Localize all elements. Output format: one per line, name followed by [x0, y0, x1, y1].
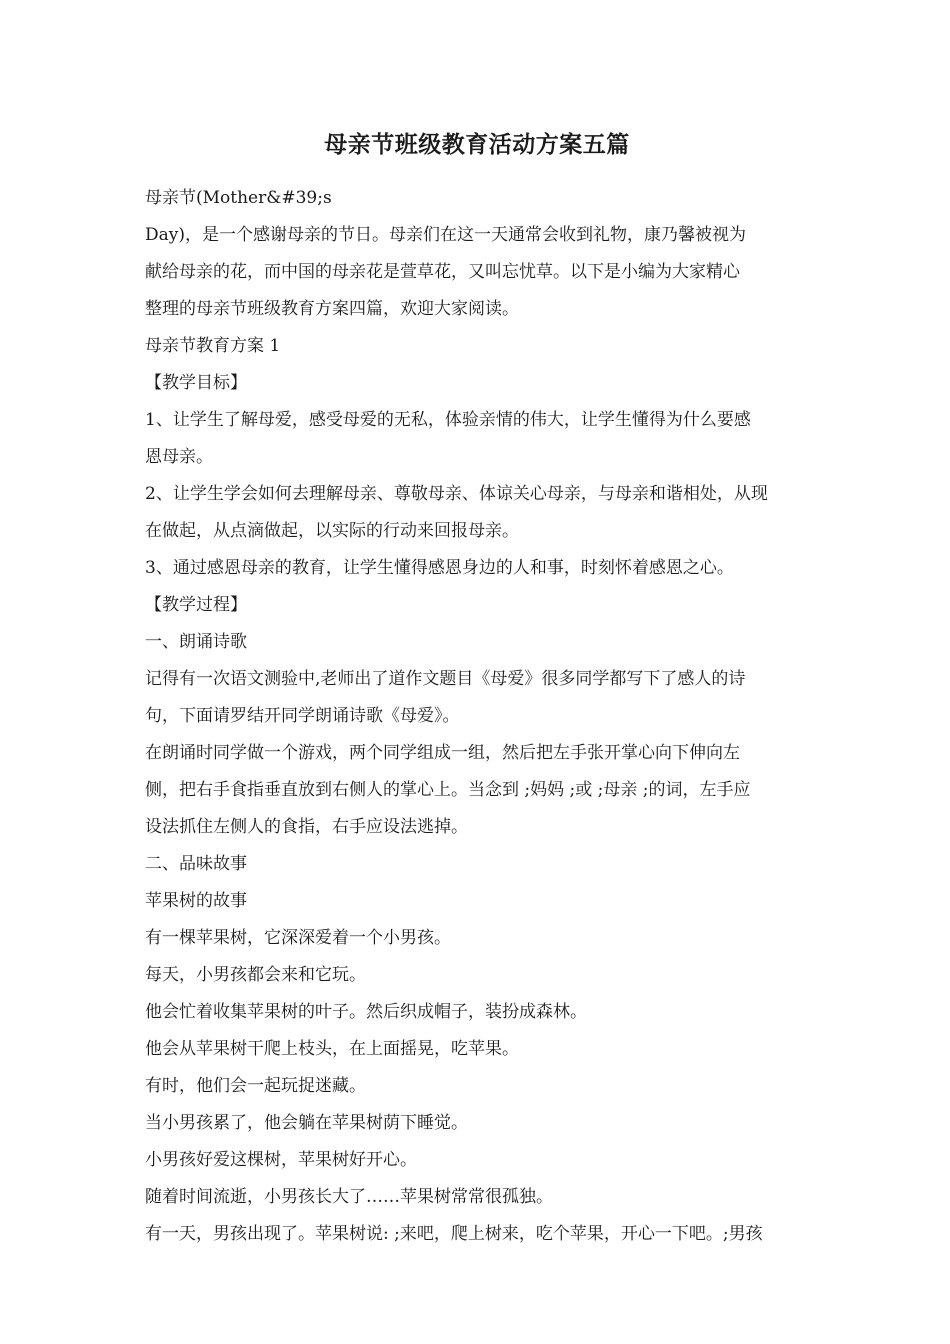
text-line: 他会从苹果树干爬上枝头，在上面摇晃，吃苹果。 — [145, 1039, 519, 1059]
document-title: 母亲节班级教育活动方案五篇 — [324, 131, 630, 158]
document-page — [145, 128, 809, 1253]
text-line: 2、让学生学会如何去理解母亲、尊敬母亲、体谅关心母亲，与母亲和谐相处，从现 — [145, 484, 768, 504]
text-line: 母亲节(Mother&#39;s — [145, 188, 332, 208]
text-line: 记得有一次语文测验中,老师出了道作文题目《母爱》很多同学都写下了感人的诗 — [145, 669, 746, 689]
text-line: 整理的母亲节班级教育方案四篇，欢迎大家阅读。 — [145, 299, 519, 319]
section-heading: 【教学过程】 — [145, 595, 247, 615]
text-line: 设法抓住左侧人的食指，右手应设法逃掉。 — [145, 817, 468, 837]
text-line: 有一天，男孩出现了。苹果树说: ;来吧，爬上树来，吃个苹果，开心一下吧。;男孩 — [145, 1224, 763, 1244]
text-line: 随着时间流逝，小男孩长大了……苹果树常常很孤独。 — [145, 1187, 553, 1207]
story-title: 苹果树的故事 — [145, 891, 247, 911]
text-line: 3、通过感恩母亲的教育，让学生懂得感恩身边的人和事，时刻怀着感恩之心。 — [145, 558, 734, 578]
text-line: 在朗诵时同学做一个游戏，两个同学组成一组，然后把左手张开掌心向下伸向左 — [145, 743, 740, 763]
text-line: 他会忙着收集苹果树的叶子。然后织成帽子，装扮成森林。 — [145, 1002, 587, 1022]
section-heading: 【教学目标】 — [145, 373, 247, 393]
text-line: 侧，把右手食指垂直放到右侧人的掌心上。当念到 ;妈妈 ;或 ;母亲 ;的词，左手应 — [145, 780, 751, 800]
text-line: 献给母亲的花，而中国的母亲花是萱草花，又叫忘忧草。以下是小编为大家精心 — [145, 262, 740, 282]
text-line: 有时，他们会一起玩捉迷藏。 — [145, 1076, 366, 1096]
text-line: 小男孩好爱这棵树，苹果树好开心。 — [145, 1150, 417, 1170]
text-line: 1、让学生了解母爱，感受母爱的无私，体验亲情的伟大，让学生懂得为什么要感 — [145, 410, 751, 430]
section-heading: 一、朗诵诗歌 — [145, 632, 247, 652]
text-line: Day)，是一个感谢母亲的节日。母亲们在这一天通常会收到礼物，康乃馨被视为 — [145, 225, 746, 245]
text-line: 每天，小男孩都会来和它玩。 — [145, 965, 366, 985]
text-line: 在做起，从点滴做起，以实际的行动来回报母亲。 — [145, 521, 519, 541]
document-body — [145, 180, 809, 1253]
text-line: 句，下面请罗结开同学朗诵诗歌《母爱》。 — [145, 706, 460, 726]
section-heading: 母亲节教育方案 1 — [145, 336, 281, 356]
section-heading: 二、品味故事 — [145, 854, 247, 874]
text-line: 有一棵苹果树，它深深爱着一个小男孩。 — [145, 928, 451, 948]
text-line: 恩母亲。 — [145, 447, 213, 467]
text-line: 当小男孩累了，他会躺在苹果树荫下睡觉。 — [145, 1113, 468, 1133]
